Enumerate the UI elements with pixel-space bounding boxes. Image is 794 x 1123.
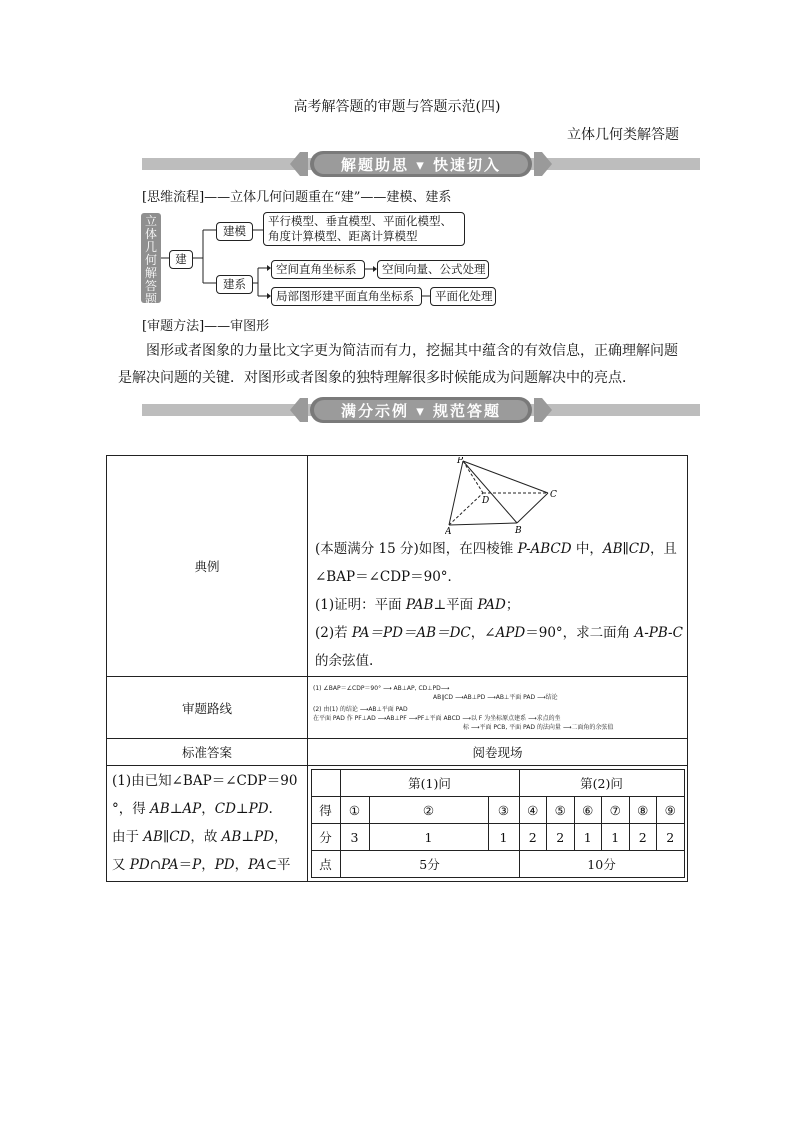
example-label: 典例 [107, 456, 308, 677]
answer-line-1: (1)由已知∠BAP＝∠CDP＝90 [112, 773, 298, 789]
score-row-label-1: 得 [311, 797, 340, 824]
arrow-1 [365, 264, 377, 274]
score-mark: ④ [519, 797, 547, 824]
example-line-5: 的余弦值. [315, 653, 374, 669]
answer-line-4: 又 PD∩PA＝P，PD，PA⊂平 [112, 857, 291, 873]
models-box [263, 212, 465, 246]
score-point: 1 [574, 824, 602, 851]
modeling-box: 建模 [216, 222, 253, 241]
score-mark: ⑧ [629, 797, 657, 824]
score-point-row [311, 824, 684, 851]
point-label-a: A [445, 527, 452, 535]
score-mark: ⑦ [602, 797, 630, 824]
coord-system-box: 空间直角坐标系 [271, 260, 365, 279]
vector-box: 空间向量、公式处理 [377, 260, 489, 279]
score-point: 2 [547, 824, 575, 851]
score-mark: ⑥ [574, 797, 602, 824]
thinking-flow-label: [思维流程]——立体几何问题重在“建”——建模、建系 [142, 190, 452, 205]
review-cell [308, 766, 688, 882]
example-line-1: (本题满分 15 分)如图，在四棱锥 P-ABCD 中，AB∥CD，且 [315, 541, 677, 557]
answer-line-3: 由于 AB∥CD，故 AB⊥PD， [112, 829, 288, 845]
score-row-label-3: 点 [311, 851, 340, 878]
banner-1-label: 解题助思 ▾ 快速切入 [341, 156, 501, 174]
std-answer-label: 标准答案 [107, 739, 308, 766]
point-label-d: D [482, 496, 490, 506]
route-diagram [309, 682, 686, 734]
route-line-2c: 标 ⟶平面 PCB, 平面 PAD 的法向量 ⟶二面角的余弦值 [463, 723, 614, 731]
score-part-1: 第(1)问 [340, 770, 519, 797]
answer-line-2: °，得 AB⊥AP，CD⊥PD. [112, 801, 273, 817]
score-point: 2 [629, 824, 657, 851]
score-mark: ⑨ [657, 797, 685, 824]
route-cell [308, 677, 688, 739]
route-line-1: (1) ∠BAP＝∠CDP＝90° ⟶ AB⊥AP, CD⊥PD⟶ [313, 684, 450, 692]
point-label-p: P [457, 457, 464, 466]
score-point: 3 [340, 824, 369, 851]
page-title: 高考解答题的审题与答题示范(四) [293, 99, 501, 115]
example-row [107, 456, 688, 677]
route-line-2b: 在平面 PAD 作 PF⊥AD ⟶AB⊥PF ⟶PF⊥平面 ABCD ⟶以 F 为坐标原点建系 ⟶求点的坐 [313, 714, 561, 722]
review-label: 阅卷现场 [308, 739, 688, 766]
score-total-1: 5分 [340, 851, 519, 878]
score-corner [311, 770, 340, 797]
build-box: 建 [169, 250, 193, 269]
coord-box: 建系 [216, 275, 253, 294]
score-point: 1 [488, 824, 519, 851]
score-table [311, 769, 685, 878]
score-point: 1 [602, 824, 630, 851]
score-mark: ② [369, 797, 488, 824]
score-part-row [311, 770, 684, 797]
point-label-b: B [515, 526, 522, 535]
route-label: 审题路线 [107, 677, 308, 739]
score-point: 2 [519, 824, 547, 851]
score-part-2: 第(2)问 [519, 770, 684, 797]
method-label: [审题方法]——审图形 [142, 319, 270, 334]
pyramid-figure [445, 457, 595, 535]
example-table [106, 455, 688, 882]
score-mark-row [311, 797, 684, 824]
score-point: 1 [369, 824, 488, 851]
example-line-3: (1)证明：平面 PAB⊥平面 PAD； [315, 597, 520, 613]
answer-text [108, 767, 306, 879]
score-mark: ⑤ [547, 797, 575, 824]
route-line-1b: AB∥CD ⟶AB⊥PD ⟶AB⊥平面 PAD ⟶结论 [433, 693, 558, 701]
example-line-4: (2)若 PA＝PD＝AB＝DC，∠APD＝90°，求二面角 A-PB-C [315, 625, 683, 641]
score-row-label-2: 分 [311, 824, 340, 851]
score-mark: ③ [488, 797, 519, 824]
answer-cell [107, 766, 308, 882]
models-line-2: 角度计算模型、距离计算模型 [268, 229, 418, 243]
route-line-2: (2) 由(1) 的结论 ⟶AB⊥平面 PAD [313, 705, 408, 713]
models-line-1: 平行模型、垂直模型、平面化模型、 [268, 214, 452, 228]
method-paragraph: 图形或者图象的力量比文字更为简洁而有力，挖掘其中蕴含的有效信息，正确理解问题是解决问题的关键．对图形或者图象的独特理解很多时候能成为问题解决中的亮点． [118, 343, 678, 386]
example-line-2: ∠BAP＝∠CDP＝90°． [315, 569, 462, 585]
root-box [141, 213, 161, 306]
score-total-row [311, 851, 684, 878]
planar-box: 平面化处理 [430, 287, 496, 306]
example-cell [308, 456, 688, 677]
answer-row [107, 766, 688, 882]
page-subtitle: 立体几何类解答题 [567, 127, 679, 143]
score-mark: ① [340, 797, 369, 824]
example-text [309, 535, 686, 675]
route-row [107, 677, 688, 739]
root-label: 立体几何解答题 [144, 214, 157, 306]
answer-header-row [107, 739, 688, 766]
section-banner-1 [142, 150, 700, 178]
banner-2-label: 满分示例 ▾ 规范答题 [341, 402, 501, 420]
point-label-c: C [550, 490, 557, 500]
score-total-2: 10分 [519, 851, 684, 878]
local-coord-box: 局部图形建平面直角坐标系 [271, 287, 422, 306]
section-banner-2 [142, 396, 700, 424]
score-point: 2 [657, 824, 685, 851]
